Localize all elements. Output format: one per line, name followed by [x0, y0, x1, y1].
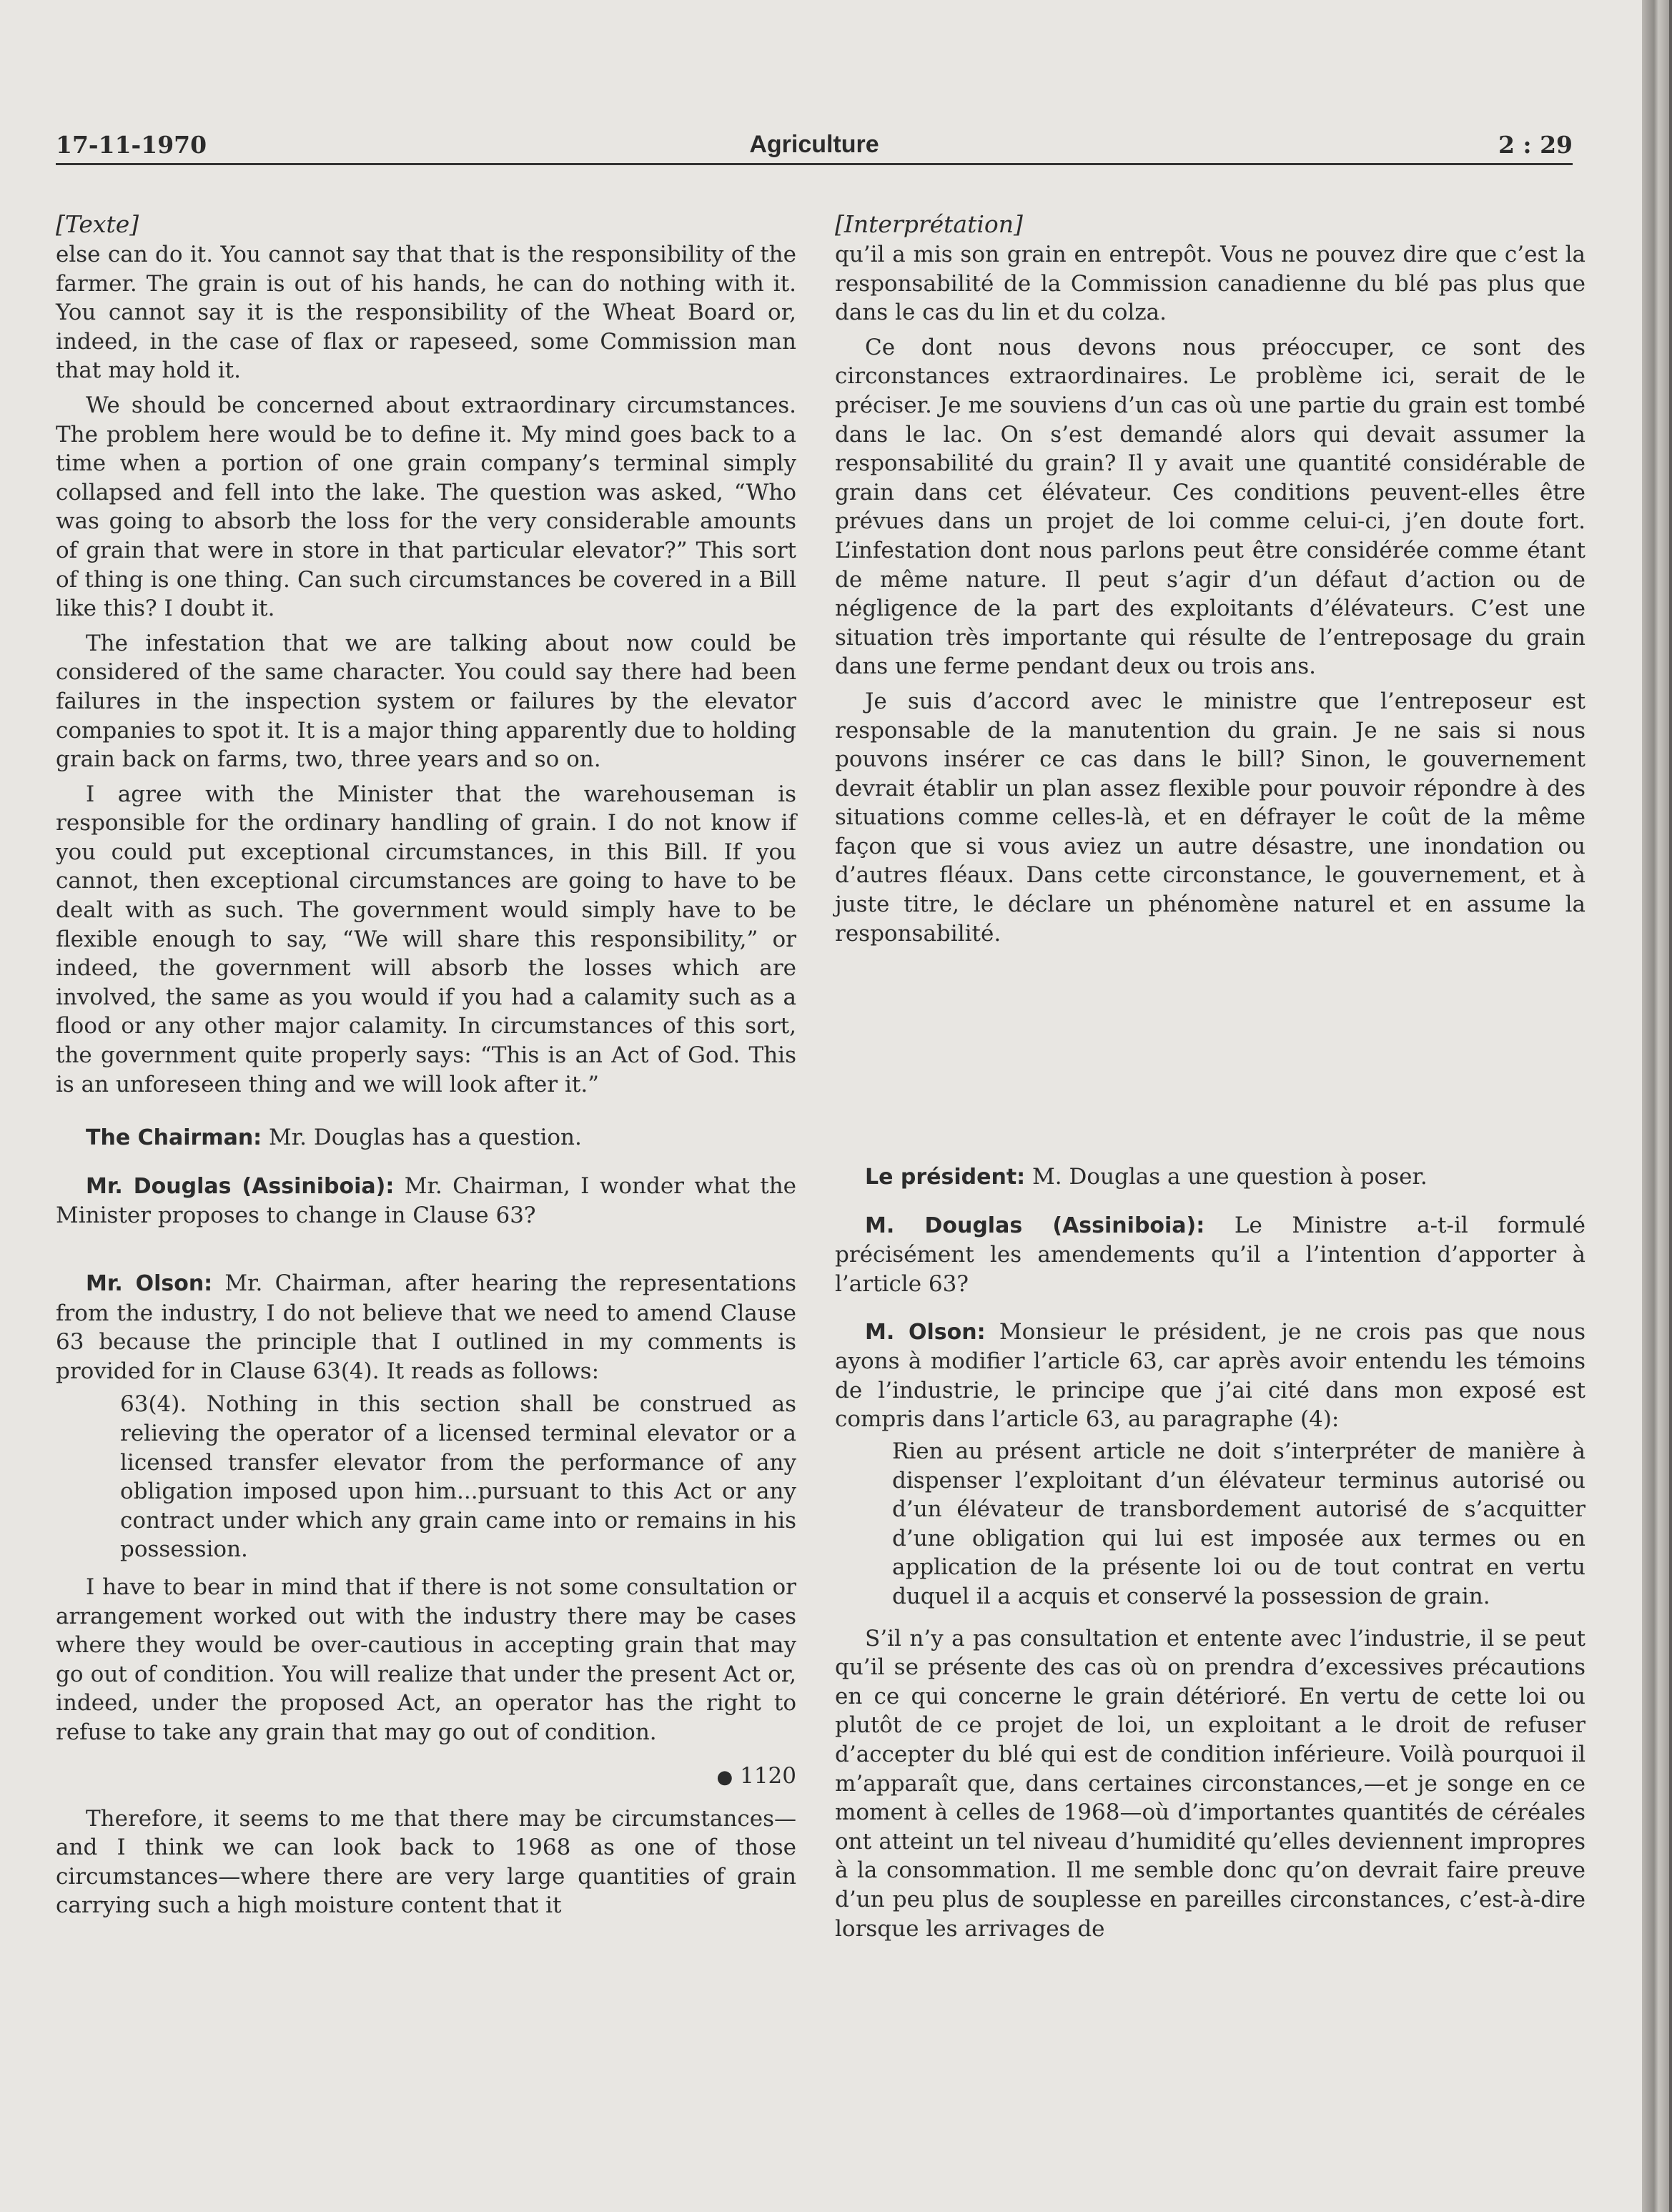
paragraph: We should be concerned about extraordinary circumstances. The problem here would be to define it. My mind goes back to a time when a portion of one grain company’s terminal simply collapsed and fell into the lake. The question was asked, “Who was going to absorb the loss for the very considerable amounts of grain that were in store in that particular elevator?” This sort of thing is one thing. Can such circumstances be covered in a Bill like this? I doubt it.: [56, 392, 796, 622]
speaker-name: The Chairman:: [86, 1125, 262, 1151]
speech-text: Mr. Douglas has a question.: [262, 1125, 582, 1151]
column-label: [Texte]: [56, 210, 139, 238]
speech-chairman: [835, 1162, 1586, 1193]
speech-chairman: [56, 1123, 796, 1153]
speaker-name: M. Douglas (Assiniboia):: [865, 1213, 1205, 1238]
speech-olson: [56, 1269, 796, 1386]
speech-text: Le Ministre a-t-il formulé précisément les amendements qu’il a l’intention d’apporter à l’article 63?: [835, 1212, 1586, 1298]
english-column: [56, 209, 796, 2203]
speaker-name: M. Olson:: [865, 1319, 986, 1345]
header-date: 17-11-1970: [56, 131, 207, 159]
page-header: [56, 126, 1573, 165]
time-marker: [56, 1762, 796, 1792]
speech-douglas: [835, 1211, 1586, 1299]
column-label-text: Texte: [64, 210, 130, 238]
paragraph: else can do it. You cannot say that that is the responsibility of the farmer. The grain is out of his hands, he can do nothing with it. You cannot say it is the responsibility of the Wheat Board or, indeed, in the case of flax or rapeseed, some Commission man that may hold it.: [56, 242, 796, 384]
clause-quote: Rien au présent article ne doit s’interpréter de manière à dispenser l’exploitant d’un élévateur terminus autorisé ou d’un élévateur de transbordement autorisé de s’acquitter d’une obligation qui lui est imposée aux termes ou en application de la présente loi ou de tout contrat en vertu duquel il a acquis et conservé la possession de grain.: [892, 1438, 1586, 1609]
time-marker-text: 1120: [740, 1762, 796, 1789]
speech-text: Monsieur le président, je ne crois pas que nous ayons à modifier l’article 63, car après avoir entendu les témoins de l’industrie, le principe que j’ai cité dans mon exposé est compris dans l’article 63, au paragraphe (4):: [835, 1318, 1586, 1433]
header-title: Agriculture: [749, 131, 879, 158]
page-edge-line: [1669, 0, 1672, 2212]
speech-text: M. Douglas a une question à poser.: [1025, 1164, 1428, 1190]
speech-olson: [835, 1318, 1586, 1434]
speaker-name: Mr. Douglas (Assiniboia):: [86, 1173, 395, 1199]
column-label: [Interprétation]: [835, 210, 1023, 238]
paragraph: Je suis d’accord avec le ministre que l’entreposeur est responsable de la manutention du grain. Je ne sais si nous pouvons insérer ce cas dans le bill? Sinon, le gouvernement devrait établir un plan assez flexible pour pouvoir répondre à des situations comme celles-là, et en défrayer le coût de la même façon que si vous aviez un autre désastre, une inondation ou d’autres fléaux. Dans cette circonstance, le gouvernement, et à juste titre, le déclare un phénomène naturel et en assume la responsabilité.: [835, 688, 1586, 947]
paragraph: S’il n’y a pas consultation et entente avec l’industrie, il se peut qu’il se présente des cas où on prendra d’excessives précautions en ce qui concerne le grain détérioré. En vertu de cette loi ou plutôt de ce projet de loi, un exploitant a le droit de refuser d’accepter du blé qui est de condition inférieure. Voilà pourquoi il m’apparaît que, dans certaines circonstances,—et je songe en ce moment à celles de 1968—où d’importantes quantités de céréales ont atteint un tel niveau d’humidité qu’elles deviennent impropres à la consommation. Il me semble donc qu’on devrait faire preuve d’un peu plus de souplesse en pareilles circonstances, c’est-à-dire lorsque les arrivages de: [835, 1625, 1586, 1942]
paragraph: qu’il a mis son grain en entrepôt. Vous ne pouvez dire que c’est la responsabilité de la Commission canadienne du blé pas plus que dans le cas du lin et du colza.: [835, 242, 1586, 326]
clause-quote: 63(4). Nothing in this section shall be construed as relieving the operator of a licensed terminal elevator or a licensed transfer elevator from the performance of any obligation imposed upon him...pursuant to this Act or any contract under which any grain came into or remains in his possession.: [120, 1391, 796, 1563]
bullet-icon: ●: [716, 1766, 733, 1788]
paragraph: Therefore, it seems to me that there may be circumstances—and I think we can look back to 1968 as one of those circumstances—where there are very large quantities of grain carrying such a high moisture content that it: [56, 1805, 796, 1919]
paragraph: I have to bear in mind that if there is not some consultation or arrangement worked out with the industry there may be cases where they would be over-cautious in accepting grain that may go out of condition. You will realize that under the present Act or, indeed, under the proposed Act, an operator has the right to refuse to take any grain that may go out of condition.: [56, 1574, 796, 1745]
paragraph: The infestation that we are talking about now could be considered of the same character. You could say there had been failures in the inspection system or failures by the elevator companies to spot it. It is a major thing apparently due to holding grain back on farms, two, three years and so on.: [56, 630, 796, 773]
speaker-name: Mr. Olson:: [86, 1271, 213, 1296]
speech-douglas: [56, 1172, 796, 1230]
page-edge: [1642, 0, 1672, 2212]
paragraph: I agree with the Minister that the warehouseman is responsible for the ordinary handling of grain. I do not know if you could put exceptional circumstances, in this Bill. If you cannot, then exceptional circumstances are going to have to be dealt with as such. The government would simply have to be flexible enough to say, “We will share this responsibility,” or indeed, the government will absorb the losses which are involved, the same as you would if you had a calamity such as a flood or any other major calamity. In circumstances of this sort, the government quite properly says: “This is an Act of God. This is an unforeseen thing and we will look after it.”: [56, 781, 796, 1097]
speech-text: Mr. Chairman, after hearing the representations from the industry, I do not believe that we need to amend Clause 63 because the principle that I outlined in my comments is provided for in Clause 63(4). It reads as follows:: [56, 1270, 796, 1384]
header-page-number: 2 : 29: [1498, 131, 1573, 159]
speaker-name: Le président:: [865, 1165, 1026, 1190]
speech-text: Mr. Chairman, I wonder what the Minister proposes to change in Clause 63?: [56, 1172, 796, 1229]
column-label-text: Interprétation: [844, 210, 1014, 238]
french-column: [835, 209, 1586, 2203]
paragraph: Ce dont nous devons nous préoccuper, ce sont des circonstances extraordinaires. Le problème ici, serait de le préciser. Je me souviens d’un cas où une partie du grain est tombé dans le lac. On s’est demandé alors qui devait assumer la responsabilité du grain? Il y avait une quantité considérable de grain dans cet élévateur. Ces conditions peuvent-elles être prévues dans un projet de loi comme celui-ci, j’en doute fort. L’infestation dont nous parlons peut être considérée comme étant de même nature. Il peut s’agir d’un défaut d’action ou de négligence de la part des exploitants d’élévateurs. C’est une situation très importante qui résulte de l’entreposage du grain dans une ferme pendant deux ou trois ans.: [835, 334, 1586, 680]
